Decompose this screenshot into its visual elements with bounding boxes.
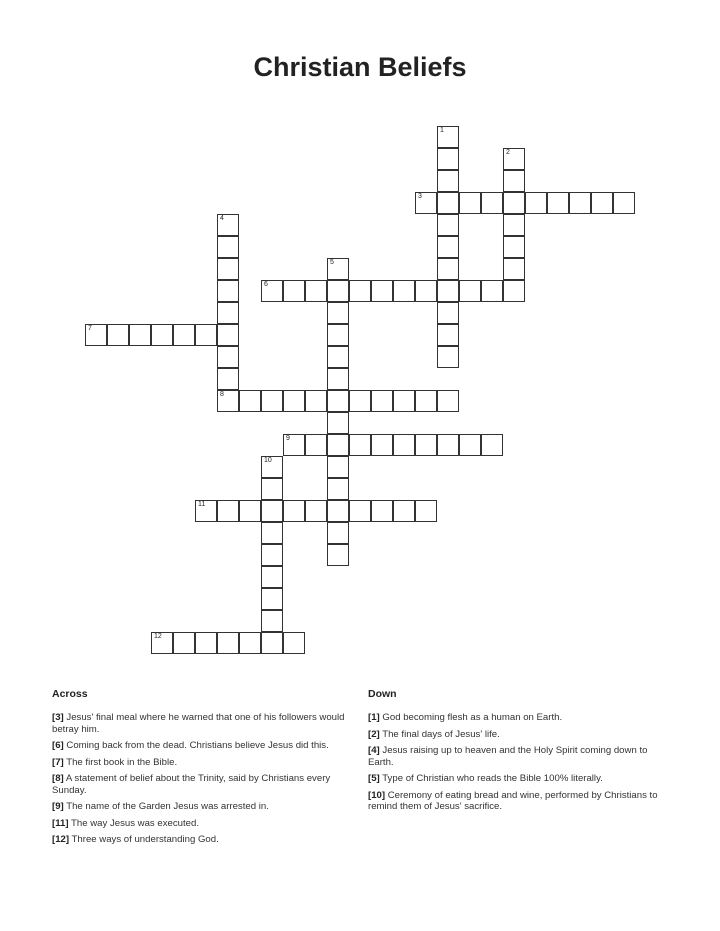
- grid-cell[interactable]: [437, 236, 459, 258]
- clue-across-12: [52, 834, 352, 846]
- down-clues: [368, 688, 670, 818]
- grid-cell[interactable]: [371, 434, 393, 456]
- across-clue-list: [52, 712, 352, 846]
- grid-cell[interactable]: [327, 346, 349, 368]
- clue-down-10: [368, 790, 670, 813]
- cell-number-11: 11: [198, 501, 206, 508]
- clue-across-8: [52, 773, 352, 796]
- grid-cell[interactable]: [195, 632, 217, 654]
- across-heading: Across: [52, 688, 88, 700]
- grid-cell[interactable]: [217, 258, 239, 280]
- grid-cell[interactable]: [393, 390, 415, 412]
- clue-across-11: [52, 818, 352, 830]
- grid-cell[interactable]: [261, 390, 283, 412]
- grid-cell[interactable]: [327, 478, 349, 500]
- grid-cell[interactable]: [327, 544, 349, 566]
- clue-text: Ceremony of eating bread and wine, performed by Christians to remind them of Jesus' sacrifice.: [368, 789, 658, 812]
- grid-cell[interactable]: [437, 214, 459, 236]
- cell-number-9: 9: [286, 435, 290, 442]
- clue-text: Type of Christian who reads the Bible 100% literally.: [379, 773, 603, 784]
- clue-down-1: [368, 712, 670, 724]
- grid-cell[interactable]: [261, 522, 283, 544]
- grid-cell[interactable]: [547, 192, 569, 214]
- grid-cell[interactable]: [327, 324, 349, 346]
- grid-cell[interactable]: [393, 434, 415, 456]
- grid-cell[interactable]: [327, 280, 349, 302]
- clue-text: Three ways of understanding God.: [69, 834, 219, 845]
- cell-number-10: 10: [264, 457, 272, 464]
- clue-text: Jesus' final meal where he warned that one of his followers would betray him.: [52, 712, 345, 735]
- grid-cell[interactable]: [437, 126, 459, 148]
- down-clue-list: [368, 712, 670, 813]
- clue-text: Coming back from the dead. Christians believe Jesus did this.: [63, 740, 329, 751]
- cell-number-3: 3: [418, 193, 422, 200]
- grid-cell[interactable]: [239, 390, 261, 412]
- grid-cell[interactable]: [283, 434, 305, 456]
- grid-cell[interactable]: [217, 346, 239, 368]
- clue-text: God becoming flesh as a human on Earth.: [379, 712, 563, 723]
- grid-cell[interactable]: [437, 346, 459, 368]
- grid-cell[interactable]: [503, 280, 525, 302]
- grid-cell[interactable]: [261, 544, 283, 566]
- grid-cell[interactable]: [591, 192, 613, 214]
- cell-number-2: 2: [506, 149, 510, 156]
- grid-cell[interactable]: [217, 390, 239, 412]
- clue-down-5: [368, 773, 670, 785]
- cell-number-12: 12: [154, 633, 162, 640]
- cell-number-4: 4: [220, 215, 224, 222]
- grid-cell[interactable]: [459, 192, 481, 214]
- grid-cell[interactable]: [217, 214, 239, 236]
- grid-cell[interactable]: [327, 434, 349, 456]
- grid-cell[interactable]: [393, 500, 415, 522]
- grid-cell[interactable]: [327, 258, 349, 280]
- grid-cell[interactable]: [349, 280, 371, 302]
- grid-cell[interactable]: [503, 236, 525, 258]
- grid-cell[interactable]: [437, 148, 459, 170]
- grid-cell[interactable]: [349, 434, 371, 456]
- clue-across-6: [52, 740, 352, 752]
- grid-cell[interactable]: [437, 170, 459, 192]
- grid-cell[interactable]: [503, 214, 525, 236]
- grid-cell[interactable]: [85, 324, 107, 346]
- cell-number-6: 6: [264, 281, 268, 288]
- grid-cell[interactable]: [239, 500, 261, 522]
- clue-across-3: [52, 712, 352, 735]
- grid-cell[interactable]: [283, 632, 305, 654]
- grid-cell[interactable]: [327, 368, 349, 390]
- clue-number: [12]: [52, 834, 70, 845]
- grid-cell[interactable]: [173, 632, 195, 654]
- grid-cell[interactable]: [459, 280, 481, 302]
- clue-down-2: [368, 729, 670, 741]
- grid-cell[interactable]: [217, 500, 239, 522]
- grid-cell[interactable]: [349, 390, 371, 412]
- grid-cell[interactable]: [261, 500, 283, 522]
- grid-cell[interactable]: [217, 324, 239, 346]
- grid-cell[interactable]: [327, 500, 349, 522]
- grid-cell[interactable]: [437, 280, 459, 302]
- grid-cell[interactable]: [415, 500, 437, 522]
- grid-cell[interactable]: [217, 302, 239, 324]
- clue-text: A statement of belief about the Trinity, said by Christians every Sunday.: [52, 773, 331, 796]
- cell-number-8: 8: [220, 391, 224, 398]
- grid-cell[interactable]: [415, 192, 437, 214]
- grid-cell[interactable]: [261, 610, 283, 632]
- grid-cell[interactable]: [503, 170, 525, 192]
- grid-cell[interactable]: [261, 632, 283, 654]
- grid-cell[interactable]: [305, 434, 327, 456]
- grid-cell[interactable]: [239, 632, 261, 654]
- clue-number: [9]: [52, 801, 64, 812]
- grid-cell[interactable]: [305, 280, 327, 302]
- grid-cell[interactable]: [327, 522, 349, 544]
- grid-cell[interactable]: [305, 390, 327, 412]
- puzzle-title: Christian Beliefs: [253, 52, 467, 82]
- grid-cell[interactable]: [481, 280, 503, 302]
- grid-cell[interactable]: [261, 456, 283, 478]
- grid-cell[interactable]: [437, 192, 459, 214]
- grid-cell[interactable]: [217, 280, 239, 302]
- grid-cell[interactable]: [371, 390, 393, 412]
- grid-cell[interactable]: [283, 390, 305, 412]
- clue-number: [1]: [368, 712, 380, 723]
- grid-cell[interactable]: [393, 280, 415, 302]
- clue-text: The name of the Garden Jesus was arrested in.: [63, 801, 269, 812]
- clue-text: The final days of Jesus' life.: [379, 728, 500, 740]
- grid-cell[interactable]: [569, 192, 591, 214]
- grid-cell[interactable]: [437, 434, 459, 456]
- grid-cell[interactable]: [327, 302, 349, 324]
- cell-number-5: 5: [330, 259, 334, 266]
- grid-cell[interactable]: [327, 412, 349, 434]
- clue-number: [10]: [368, 789, 386, 801]
- clue-number: [7]: [52, 756, 64, 768]
- clue-number: [6]: [52, 740, 64, 751]
- grid-cell[interactable]: [217, 368, 239, 390]
- grid-cell[interactable]: [305, 500, 327, 522]
- grid-cell[interactable]: [151, 324, 173, 346]
- clue-number: [5]: [368, 773, 380, 784]
- grid-cell[interactable]: [437, 390, 459, 412]
- cell-number-7: 7: [88, 325, 92, 332]
- grid-cell[interactable]: [503, 192, 525, 214]
- grid-cell[interactable]: [173, 324, 195, 346]
- clue-number: [3]: [52, 712, 64, 723]
- grid-cell[interactable]: [415, 434, 437, 456]
- down-heading: Down: [368, 688, 397, 700]
- across-clues: [52, 688, 352, 851]
- grid-cell[interactable]: [459, 434, 481, 456]
- grid-cell[interactable]: [371, 500, 393, 522]
- clue-text: The first book in the Bible.: [63, 756, 178, 768]
- grid-cell[interactable]: [437, 258, 459, 280]
- clue-text: The way Jesus was executed.: [68, 817, 200, 829]
- grid-cell[interactable]: [613, 192, 635, 214]
- grid-cell[interactable]: [195, 324, 217, 346]
- grid-cell[interactable]: [261, 588, 283, 610]
- grid-cell[interactable]: [481, 434, 503, 456]
- grid-cell[interactable]: [217, 632, 239, 654]
- grid-cell[interactable]: [327, 390, 349, 412]
- grid-cell[interactable]: [525, 192, 547, 214]
- grid-cell[interactable]: [283, 500, 305, 522]
- clue-across-7: [52, 757, 352, 769]
- grid-cell[interactable]: [503, 258, 525, 280]
- grid-cell[interactable]: [195, 500, 217, 522]
- grid-cell[interactable]: [437, 324, 459, 346]
- grid-cell[interactable]: [151, 632, 173, 654]
- clue-text: Jesus raising up to heaven and the Holy Spirit coming down to Earth.: [368, 745, 648, 768]
- clue-down-4: [368, 745, 670, 768]
- grid-cell[interactable]: [327, 456, 349, 478]
- grid-cell[interactable]: [371, 280, 393, 302]
- clue-number: [2]: [368, 728, 380, 740]
- grid-cell[interactable]: [129, 324, 151, 346]
- clue-across-9: [52, 801, 352, 813]
- grid-cell[interactable]: [261, 478, 283, 500]
- grid-cell[interactable]: [481, 192, 503, 214]
- grid-cell[interactable]: [261, 566, 283, 588]
- clue-number: [8]: [52, 773, 64, 784]
- grid-cell[interactable]: [261, 280, 283, 302]
- grid-cell[interactable]: [107, 324, 129, 346]
- grid-cell[interactable]: [503, 148, 525, 170]
- cell-number-1: 1: [440, 127, 444, 134]
- grid-cell[interactable]: [349, 500, 371, 522]
- grid-cell[interactable]: [415, 280, 437, 302]
- clue-number: [11]: [52, 817, 69, 829]
- grid-cell[interactable]: [217, 236, 239, 258]
- clue-number: [4]: [368, 745, 380, 756]
- grid-cell[interactable]: [415, 390, 437, 412]
- grid-cell[interactable]: [437, 302, 459, 324]
- grid-cell[interactable]: [283, 280, 305, 302]
